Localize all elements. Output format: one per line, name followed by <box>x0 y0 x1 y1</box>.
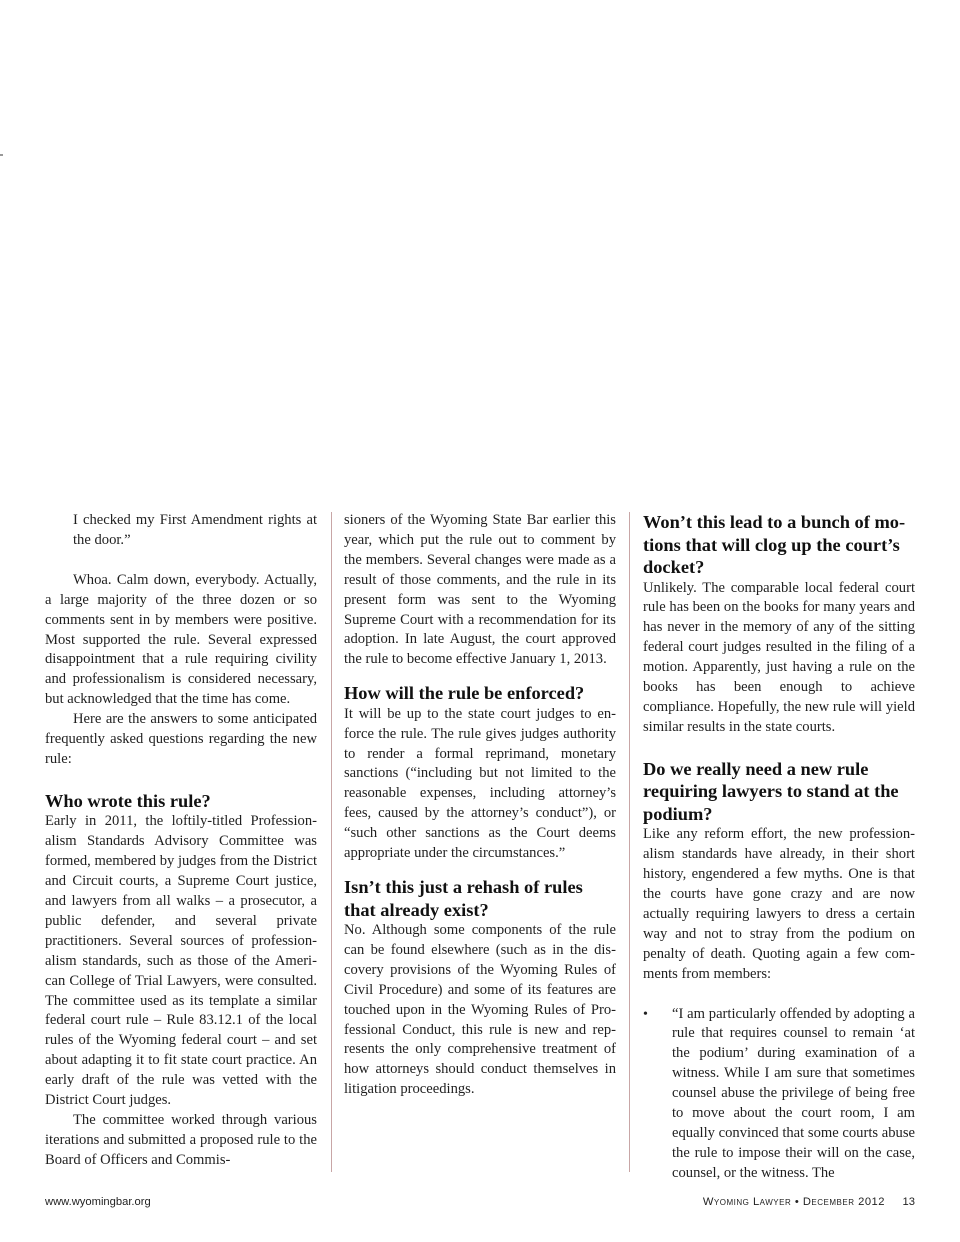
paragraph-rehash: No. Although some components of the rule can be found elsewhere (such as in the discovery provisions of the Wyoming Rules of Civil Procedure) and some of its features are touched upon in the Wyoming Rules of Professional Conduct, this rule is new and represents the only comprehensive treatment of how attorneys should conduct themselves in litigation proceedings. <box>344 922 616 1098</box>
heading-motions: Won’t this lead to a bunch of motions that will clog up the court’s docket? <box>643 512 906 577</box>
list-item <box>643 1005 915 1184</box>
footer-masthead: Wyoming Lawyer • December 2012 <box>702 1196 885 1208</box>
page-number: 13 <box>902 1196 915 1208</box>
column-1 <box>45 511 317 1171</box>
bullet-icon: • <box>643 1006 648 1022</box>
paragraph-here: Here are the answers to some anticipated frequently asked questions regarding the new rule: <box>45 711 317 767</box>
heading-rehash: Isn’t this just a rehash of rules that already exist? <box>344 877 583 920</box>
column-divider <box>331 512 332 1172</box>
paragraph-continued: sioners of the Wyoming State Bar earlier this year, which put the rule out to comment by the members. Several changes were made as a result of those comments, and the rule in its present form was sent to the Wyoming Supreme Court with a recommendation for its adoption. In late August, the court approved the rule to become effective January 1, 2013. <box>344 512 616 668</box>
quote-continuation: I checked my First Amendment rights at the door.” <box>73 512 317 548</box>
column-3 <box>643 511 915 1184</box>
heading-who-wrote: Who wrote this rule? <box>45 790 211 811</box>
paragraph-committee: The committee worked through various iterations and submitted a proposed rule to the Board of Officers and Commis- <box>45 1111 317 1168</box>
column-2 <box>344 511 616 1100</box>
paragraph-motions: Unlikely. The comparable local federal court rule has been on the books for many years and has never in the memory of any of the sitting federal court judges resulted in the filing of a motion. Apparently, just having a rule on the books has been enough to achieve compliance. Hopefully, the new rule will yield similar results in the state courts. <box>643 579 915 735</box>
paragraph-podium: Like any reform effort, the new professionalism standards have already, in their short history, engendered a few myths. One is that the courts have gone crazy and are now actually requiring lawyers to dress a certain way and not to stray from the podium on penalty of death. Quoting again a few comments from members: <box>643 826 915 982</box>
heading-enforced: How will the rule be enforced? <box>344 683 585 704</box>
paragraph-enforced: It will be up to the state court judges to enforce the rule. The rule gives judges authority to render a formal reprimand, monetary sanctions (“including but not limited to the reasonable expenses, including attorney’s fees, caused by the attorney’s conduct”), or “such other sanctions as the Court deems appropriate under the circumstances.” <box>344 705 616 862</box>
margin-mark <box>0 154 3 156</box>
heading-podium: Do we really need a new rule requiring lawyers to stand at the podium? <box>643 758 899 824</box>
member-quote: “I am particularly offended by adopting a rule that requires counsel to remain ‘at the podium’ during examination of a witness. While I am sure that sometimes counsel abuse the privilege of being free to move about the court room, I am equally convinced that some courts abuse the rule to impose their will on the case, counsel, or the witness. The <box>672 1005 915 1181</box>
paragraph-early-2011: Early in 2011, the loftily-titled Professionalism Standards Advisory Committee was formed, membered by judges from the District and Circuit courts, a Supreme Court justice, and lawyers from all walks – a prosecutor, a public defender, and several private practitioners. Several sources of professionalism standards, such as those of the American College of Trial Lawyers, were consulted. The committee used as its template a similar federal court rule – Rule 83.12.1 of the local rules of the Wyoming federal court – and set about adapting it to fit state court practice. An early draft of the rule was vetted with the District Court judges. <box>45 813 317 1109</box>
column-divider <box>629 512 630 1172</box>
footer-url[interactable]: www.wyomingbar.org <box>45 1196 151 1208</box>
paragraph-whoa: Whoa. Calm down, everybody. Actually, a large majority of the three dozen or so comments sent in by members were positive. Most supported the rule. Several expressed disappointment that a rule requiring civility and professionalism is considered necessary, but acknowledged that the time has come. <box>45 571 317 708</box>
